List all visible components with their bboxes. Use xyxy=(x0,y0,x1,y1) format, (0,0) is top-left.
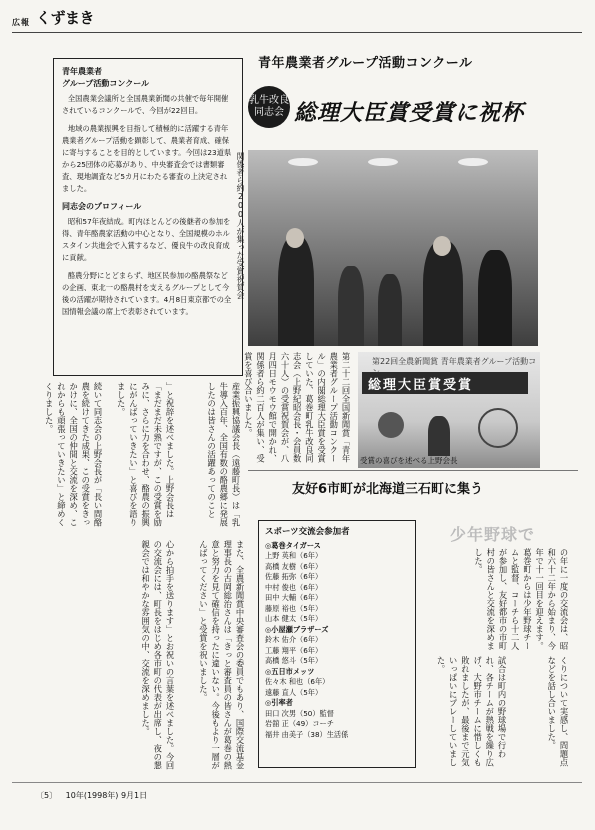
section2-kicker: 少年野球で xyxy=(450,525,536,544)
section-divider xyxy=(248,470,578,471)
celebration-photo xyxy=(248,150,538,346)
masthead-prefix: 広報 xyxy=(12,18,30,27)
sidebar-para-1: 全国農業会議所と全国農業新聞の共催で毎年開催されているコンクールで、今回が22回目。 xyxy=(62,94,229,115)
team-1-member: 藤原 裕也（5年） xyxy=(265,603,323,613)
photo2-small-text: 第22回全農新聞賞 青年農業者グループ活動コ xyxy=(372,357,537,366)
team-4-member: 岩舘 正（49）コーチ xyxy=(265,719,334,728)
article-title-main: 総理大臣賞受賞に祝杯 xyxy=(294,101,525,126)
team-3-member: 佐々木 和也（6年） xyxy=(265,677,330,686)
team-2-member: 工藤 翔平（6年） xyxy=(265,645,323,655)
footer-divider xyxy=(12,782,582,783)
page-number: 〔5〕 xyxy=(36,791,58,800)
group-badge xyxy=(248,86,290,128)
sidebar-heading-1b: グループ活動コンクール xyxy=(62,79,150,88)
photo2-banner: 総理大臣賞受賞 xyxy=(362,372,528,394)
article-column-5: 続いて同志会の上野会長が「長い間酪農を続けてきた成果、この受賞をきっかけに、全国の仲間と交流を深め、これからも頑張っていきたい」と締めくくりました。 xyxy=(44,382,103,527)
section2-column-b: 試合は町内の野球場で行われ、各チームが熱戦を繰り広げ、大野市チームに惜しくも敗れましたが、最後まで元気いっぱいにプレーしていました。 xyxy=(435,656,507,767)
masthead-title: くずまき xyxy=(36,9,95,27)
sports-participants-box xyxy=(258,520,416,768)
badge-line-1: 乳牛改良 xyxy=(249,95,289,106)
team-4-member: 福井 由美子（38）生活係 xyxy=(265,729,349,739)
article-column-4: また、全農新聞賞中央審査会の委員でもあり、国際交流基金理事長の古岡総治さんは「きっと審査員の皆さんが葛巻の熱意と努力を見て確信を持ったに違いない。今後もより一層がんばってください」と受賞を祝いました。 xyxy=(198,540,245,770)
sidebar-heading-1a: 青年農業者 xyxy=(62,67,102,76)
article-column-2: 産業振興協議会長（遠藤町長）は「乳牛導入百年、全国有数の酪農郷に発展したのは皆さんの活躍あってのこと xyxy=(206,382,241,527)
team-1-member: 上野 英和（6年） xyxy=(265,551,323,560)
issue-date: 10年(1998年) 9月1日 xyxy=(65,791,148,800)
team-3-member: 遠藤 直人（5年） xyxy=(265,687,323,697)
page-footer xyxy=(36,790,147,801)
section2-column-d: 心から拍手を送ります」とお祝いの言葉を述べました。今回の交流会には、町長をはじめ各市町の代表が出席し、夜の懇親会では和やかな雰囲気の中、交流を深めました。 xyxy=(140,540,175,770)
team-2-name: ◎小屋瀬ブラザーズ xyxy=(265,624,329,634)
sidebar-para-3: 昭和57年夜結成。町内ほとんどの後継者の参加を得、青年酪農家活動の中心となり、全国規模のホルスタイン共進会で入賞するなど、優良牛の改良育成に貢献。 xyxy=(62,217,231,262)
sidebar-para-2: 地域の農業振興を目指して積極的に活躍する青年農業者グループ活動を顕彰して、農業者育成、確保に寄与することを目的としています。今回は23道県から25団体の応募があり、中央審査会では書類審査、現地調査など5カ月にわたる審査の上決定されました。 xyxy=(62,124,232,193)
photo1-caption: 関係者ら約200人が集った受賞祝賀会 xyxy=(236,152,245,299)
team-1-member: 中村 俊也（6年） xyxy=(265,582,323,592)
team-2-member: 鈴木 佑介（6年） xyxy=(265,635,323,644)
badge-line-2: 同志会 xyxy=(254,107,284,118)
article-column-3: 」と祝辞を述べました。上野会長は「まだまだ未熟ですが、この受賞を励みに、さらに力を合わせ、酪農の振興にがんばっていきたい」と喜びを語りました。 xyxy=(116,382,175,527)
team-3-name: ◎五日市メッツ xyxy=(265,666,315,676)
team-1-member: 佐藤 拓弥（6年） xyxy=(265,572,323,581)
section2-title: 友好6市町が北海道三石町に集う xyxy=(292,482,484,497)
sidebar-heading-2: 同志会のプロフィール xyxy=(62,202,142,211)
masthead xyxy=(12,8,94,28)
sidebar-para-4: 酪農分野にとどまらず、地区民参加の酪農祭などの企画、東北一の酪農村を支えるグループとして今後の活躍が期待されています。4月8日東京都での全国情報会議の席上で表彰されています。 xyxy=(62,271,232,316)
team-1-member: 山本 健太（5年） xyxy=(265,614,323,623)
team-1-name: ◎葛巻タイガース xyxy=(265,540,321,550)
photo2-caption: 受賞の喜びを述べる上野会長 xyxy=(360,456,458,465)
team-2-member: 高橋 悠斗（5年） xyxy=(265,656,323,665)
team-4-name: ◎引率者 xyxy=(265,698,293,707)
team-1-member: 田中 大輔（6年） xyxy=(265,593,323,602)
section2-column-c: くりについて実感し、問題点などを話し合いました。 xyxy=(546,656,569,767)
section2-column-a: の年に一度の交流会は、昭和六十二年から始まり、今年で十一回目を迎えます。葛巻町からは少年野球チームと監督、コーチら十二人が参加し、友好都市の市町村の皆さんと交流を深めました。 xyxy=(473,548,569,650)
team-1-member: 高橋 友樹（6年） xyxy=(265,561,323,571)
article-column-1: 第二十二回全国新聞賞「青年農業者グループ活動コンクール」の内閣総理大臣賞を受賞していた、葛巻町乳牛改良同志会（上野紀昭会長・会員数六十人）の受賞祝賀会が、八月四日モウモウ館で開かれ、関係者ら約二百人が集い、受賞を喜び合いました。 xyxy=(243,352,351,463)
sidebar-info-box xyxy=(53,58,243,376)
speech-photo xyxy=(358,352,540,468)
header-divider xyxy=(12,32,582,33)
team-4-member: 田口 次男（50）監督 xyxy=(265,708,334,718)
sports-box-title: スポーツ交流会参加者 xyxy=(265,527,350,537)
article-title-top: 青年農業者グループ活動コンクール xyxy=(258,56,473,71)
